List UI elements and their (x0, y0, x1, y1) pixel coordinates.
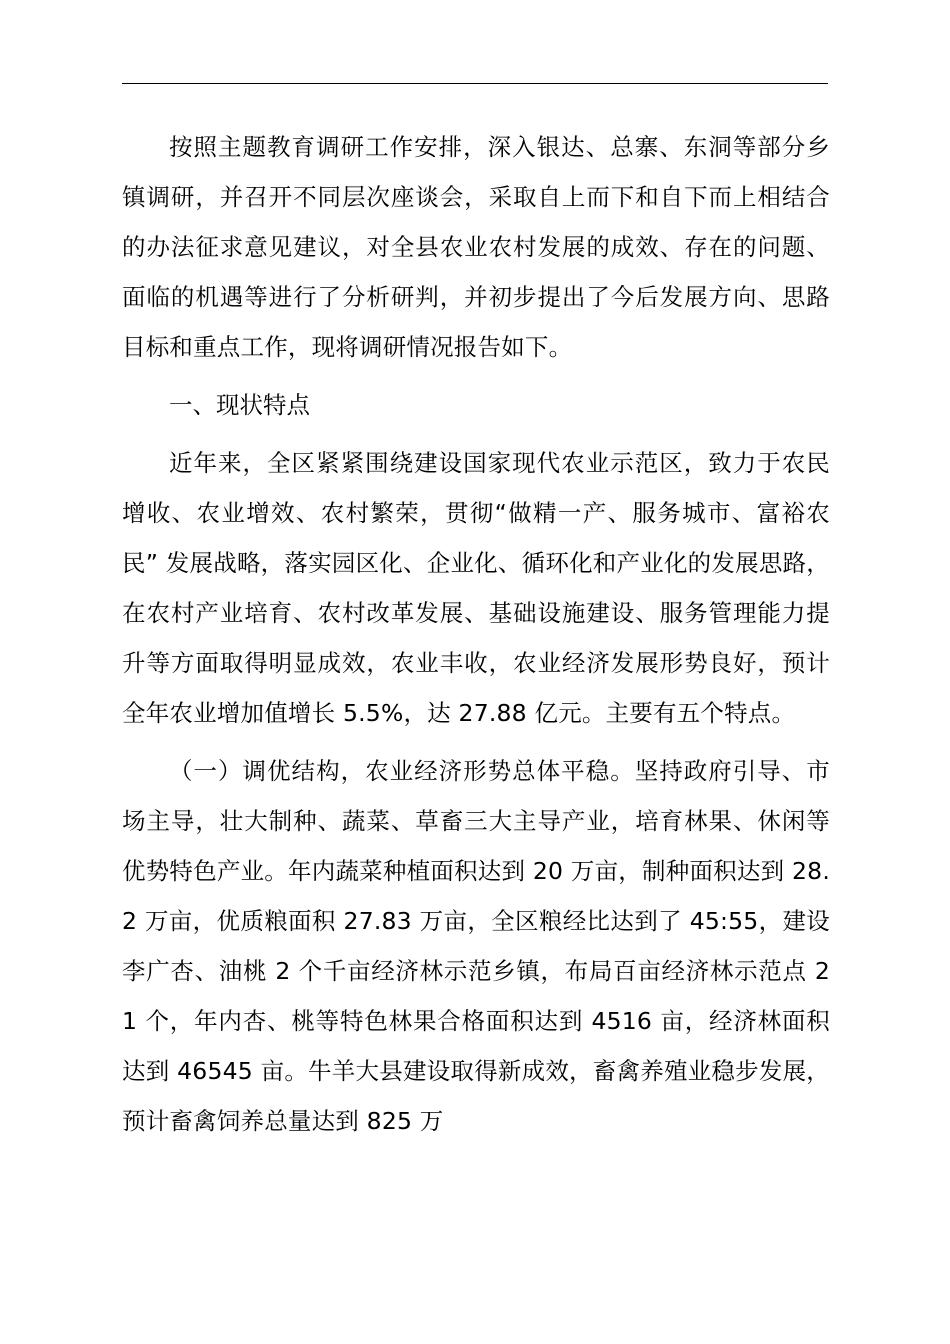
section-heading: 一、现状特点 (169, 391, 310, 419)
section-paragraph-structure: （一）调优结构，农业经济形势总体平稳。坚持政府引导、市场主导，壮大制种、蔬菜、草畜三大主导产业，培育林果、休闲等优势特色产业。年内蔬菜种植面积达到 20 万亩，制种面积达到 28.2 万亩，优质粮面积 27.83 万亩，全区粮经比达到了 45:55，建设李广杏、油桃 2 个千亩经济林示范乡镇，布局百亩经济林示范点 21 个，年内杏、桃等特色林果合格面积达到 4516 亩，经济林面积达到 46545 亩。牛羊大县建设取得新成效，畜禽养殖业稳步发展，预计畜禽饲养总量达到 825 万 (122, 757, 830, 1135)
intro-paragraph: 按照主题教育调研工作安排，深入银达、总寨、东洞等部分乡镇调研，并召开不同层次座谈会，采取自上而下和自下而上相结合的办法征求意见建议，对全县农业农村发展的成效、存在的问题、面临的机遇等进行了分析研判，并初步提出了今后发展方向、思路目标和重点工作，现将调研情况报告如下。 (122, 133, 830, 361)
section-paragraph-status: 近年来，全区紧紧围绕建设国家现代农业示范区，致力于农民增收、农业增效、农村繁荣，贯彻“做精一产、服务城市、富裕农民” 发展战略，落实园区化、企业化、循环化和产业化的发展思路，在农村产业培育、农村改革发展、基础设施建设、服务管理能力提升等方面取得明显成效，农业丰收，农业经济发展形势良好，预计全年农业增加值增长 5.5%，达 27.88 亿元。主要有五个特点。 (122, 449, 830, 727)
header-rule (122, 83, 828, 84)
document-body (122, 122, 830, 1146)
